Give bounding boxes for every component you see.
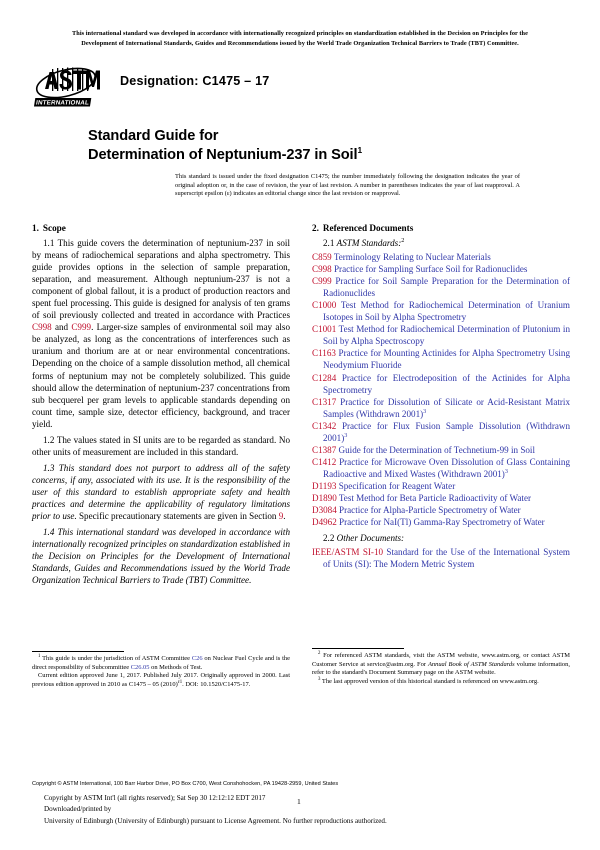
scope-paragraph-1-1 [32,237,290,430]
list-item[interactable] [312,251,570,263]
svg-text:INTERNATIONAL: INTERNATIONAL [35,99,90,107]
reference-designation[interactable]: C1317 [312,396,337,407]
list-item[interactable] [312,396,570,420]
page-title-text: Determination of Neptunium-237 in Soil [88,147,358,163]
scope-p1-text-b: and [51,322,72,333]
footnote-1-marker: 1 [38,653,41,659]
scope-heading-text: Scope [42,223,66,233]
issued-under-note: This standard is issued under the fixed designation C1475; the number immediately following the designation indicates the year of original adoption or, in the case of revision, the year of last revision. A number in parentheses indicates the year of last reapproval. A superscript epsilon (ε) indicates an editorial change since the last revision or reapproval. [175,173,520,198]
footnote-rule [32,651,124,652]
reference-designation[interactable]: C859 [312,252,332,263]
reference-footnote-marker: 3 [344,431,348,439]
astm-standards-subheading [312,237,570,249]
reference-designation[interactable]: C1342 [312,420,337,431]
footnote-current-edition [32,672,290,689]
reference-title[interactable]: Test Method for Beta Particle Radioactivity of Water [338,492,532,503]
scope-paragraph-1-4: 1.4 This international standard was developed in accordance with internationally recognized principles on standardization established in the Decision on Principles for the Development of International Standards, Guides and Recommendations issued by the World Trade Organization Technical Barriers to Trade (TBT) Committee. [32,527,290,586]
astm-standards-title: ASTM Standards: [336,238,402,248]
reference-title[interactable]: Practice for Electrodeposition of the Actinides for Alpha Spectrometry [323,372,570,395]
logo-row [34,62,554,112]
license-block [44,793,564,827]
list-item[interactable] [312,420,570,444]
tbt-header [36,29,564,49]
reference-title[interactable]: Practice for Mounting Actinides for Alpha Spectrometry Using Neodymium Fluoride [323,348,570,371]
left-column [32,222,290,590]
page-number: 1 [297,797,301,806]
reference-title[interactable]: Standard for the Use of the International System of Units (SI): The Modern Metric System [323,547,570,570]
reference-title[interactable]: Practice for NaI(Tl) Gamma-Ray Spectrometry of Water [339,517,545,528]
reference-title[interactable]: Guide for the Determination of Technetium-99 in Soil [338,444,535,455]
list-item[interactable] [312,444,570,456]
reference-designation[interactable]: C1163 [312,348,336,359]
reference-designation[interactable]: D1193 [312,480,337,491]
link-c999[interactable]: C999 [71,322,92,333]
scope-paragraph-1-2: 1.2 The values stated in SI units are to be regarded as standard. No other units of measurement are included in this standard. [32,434,290,457]
referenced-documents-heading [312,222,570,234]
reference-title[interactable]: Practice for Soil Sample Preparation for the Determination of Radionuclides [323,276,570,299]
other-documents-title: Other Documents: [336,533,405,544]
reference-footnote-marker: 3 [423,407,427,415]
link-c998[interactable]: C998 [32,322,52,333]
reference-title[interactable]: Practice for Microwave Oven Dissolution of Glass Containing Radioactive and Mixed Wastes (Withdrawn 2001) [323,456,570,479]
astm-logo [34,62,106,110]
footnote-edition-text-b: . DOI: 10.1520/C1475-17. [182,681,251,689]
reference-designation[interactable]: C998 [312,264,332,275]
license-line-1: Copyright by ASTM Int'l (all rights reserved); Sat Sep 30 12:12:12 EDT 2017 [44,794,266,802]
footnote-edition-text-a: Current edition approved June 1, 2017. Published July 2017. Originally approved in 2000. Last previous edition approved in 2010 as C1475 – 05 (2010) [32,672,290,689]
page-title-line-2 [88,146,518,165]
list-item[interactable] [312,299,570,323]
reference-designation[interactable]: C1412 [312,456,337,467]
reference-footnote-marker: 3 [504,467,508,475]
designation-label: Designation: C1475 – 17 [120,74,270,88]
title-footnote-marker: 1 [357,145,363,156]
reference-title[interactable]: Terminology Relating to Nuclear Materials [333,252,491,263]
right-footnotes [312,648,570,687]
astm-standards-label: 2.1 [323,238,335,248]
referenced-documents-heading-text: Referenced Documents [322,223,414,233]
scope-p1-text-a: 1.1 This guide covers the determination of neptunium-237 in soil by means of radiochemical separations and alpha spectrometry. This guide provides options in the selection of sample preparation, separation, and measurement. Although neptunium-237 is not a component of global fallout, it is a product of production reactors and spent fuel processing. This guide is designed for analysis of ten grams of soil previously collected and treated in accordance with Practices [32,238,290,321]
list-item[interactable] [312,492,570,504]
reference-title[interactable]: Practice for Sampling Surface Soil for Radionuclides [334,264,528,275]
footnote-1-text-c: on Methods of Test. [149,663,203,671]
title-block [88,127,518,165]
link-c26[interactable]: C26 [191,655,203,662]
scope-heading-number: 1. [32,223,39,233]
list-item[interactable] [312,372,570,396]
reference-title[interactable]: Test Method for Radiochemical Determination of Uranium Isotopes in Soil by Alpha Spectrometry [323,300,570,323]
footnote-2 [312,652,570,678]
copyright-line: Copyright © ASTM International, 100 Barr Harbor Drive, PO Box C700, West Conshohocken, PA 19428-2959, United States [32,781,339,787]
license-line-3: University of Edinburgh (University of Edinburgh) pursuant to License Agreement. No further reproductions authorized. [44,816,387,825]
tbt-header-line-1: This international standard was developed in accordance with internationally recognized principles on standardization established in the Decision on Principles for the [72,30,528,37]
list-item[interactable] [312,347,570,371]
reference-title[interactable]: Test Method for Radiochemical Determination of Plutonium in Soil by Alpha Spectroscopy [323,324,570,347]
link-section-9[interactable]: 9 [278,511,284,522]
referenced-documents-heading-number: 2. [312,223,319,233]
reference-title[interactable]: Practice for Alpha-Particle Spectrometry of Water [339,505,521,516]
scope-heading [32,222,290,234]
scope-p3-text-a: 1.3 This standard does not purport to address all of the safety concerns, if any, associated with its use. It is the responsibility of the user of this standard to establish appropriate safety and health practices and determine the applicability of regulatory limitations prior to use. [32,462,290,522]
scope-p1-text-c: . Larger-size samples of environmental soil may also be analyzed, as long as the concentrations of interferences such as uranium and thorium are at or near environmental concentrations. Depending on the choice of a sample dissolution method, all chemical forms of neptunium may not be completely solubilized. This guide should allow the determination of neptunium-237 concentrations from sub becquerel per gram levels to applicable standards depending on count time, sample size, detector efficiency, background, and tracer yield. [32,322,290,429]
footnote-2-italic-title: Annual Book of ASTM Standards [427,660,515,668]
other-documents-list [312,546,570,570]
reference-designation[interactable]: C1000 [312,300,337,311]
reference-title[interactable]: Practice for Flux Fusion Sample Dissolution (Withdrawn 2001) [323,420,570,443]
other-documents-subheading [312,532,570,544]
reference-designation[interactable]: D1890 [312,492,337,503]
list-item[interactable] [312,263,570,275]
tbt-header-line-2: Development of International Standards, Guides and Recommendations issued by the World Trade Organization Technical Barriers to Trade (TBT) Committee. [81,40,519,48]
right-column [312,222,570,574]
footnote-2-text-b: volume information, refer to the standard's Document Summary page on the ASTM website. [312,660,570,677]
reference-title[interactable]: Practice for Dissolution of Silicate or Acid-Resistant Matrix Samples (Withdrawn 2001) [323,396,570,419]
list-item[interactable] [312,546,570,570]
reference-designation[interactable]: IEEE/ASTM SI-10 [312,547,384,558]
list-item[interactable] [312,456,570,480]
scope-p3-text-b: Specific precautionary statements are given in Section [76,511,279,522]
scope-paragraph-1-3 [32,462,290,522]
list-item[interactable] [312,504,570,516]
list-item[interactable] [312,516,570,528]
footnote-2-text-a: For referenced ASTM standards, visit the ASTM website, www.astm.org, or contact ASTM Customer Service at service@astm.org. For [312,652,571,668]
list-item[interactable] [312,480,570,492]
reference-designation[interactable]: C1284 [312,372,337,383]
reference-designation[interactable]: C999 [312,276,332,287]
footnote-2-marker: 2 [318,650,321,656]
scope-p3-text-c: . [283,511,286,522]
footnote-3 [312,678,570,687]
footnote-1-text-b: on Nuclear Fuel Cycle and is the direct responsibility of Subcommittee [32,655,290,671]
footnote-epsilon-marker: ε1 [177,679,183,685]
reference-designation[interactable]: D4962 [312,517,337,528]
footnote-3-marker: 3 [318,676,321,682]
footnote-1-text-a: This guide is under the jurisdiction of ASTM Committee [42,655,192,662]
link-c26-05[interactable]: C26.05 [130,663,150,671]
astm-standards-footnote-marker: 2 [401,236,405,244]
page-title-line-1: Standard Guide for [88,128,219,144]
list-item[interactable] [312,275,570,299]
reference-designation[interactable]: D3084 [312,505,337,516]
astm-standards-list [312,251,570,528]
reference-designation[interactable]: C1001 [312,324,337,335]
footnote-1 [32,655,290,672]
list-item[interactable] [312,323,570,347]
footnote-3-text: The last approved version of this historical standard is referenced on www.astm.org. [321,678,539,686]
left-footnotes [32,651,290,690]
footnote-rule [312,648,404,649]
reference-title[interactable]: Specification for Reagent Water [338,480,456,491]
reference-designation[interactable]: C1387 [312,444,337,455]
other-documents-label: 2.2 [323,533,335,544]
license-line-2: Downloaded/printed by [44,805,112,814]
